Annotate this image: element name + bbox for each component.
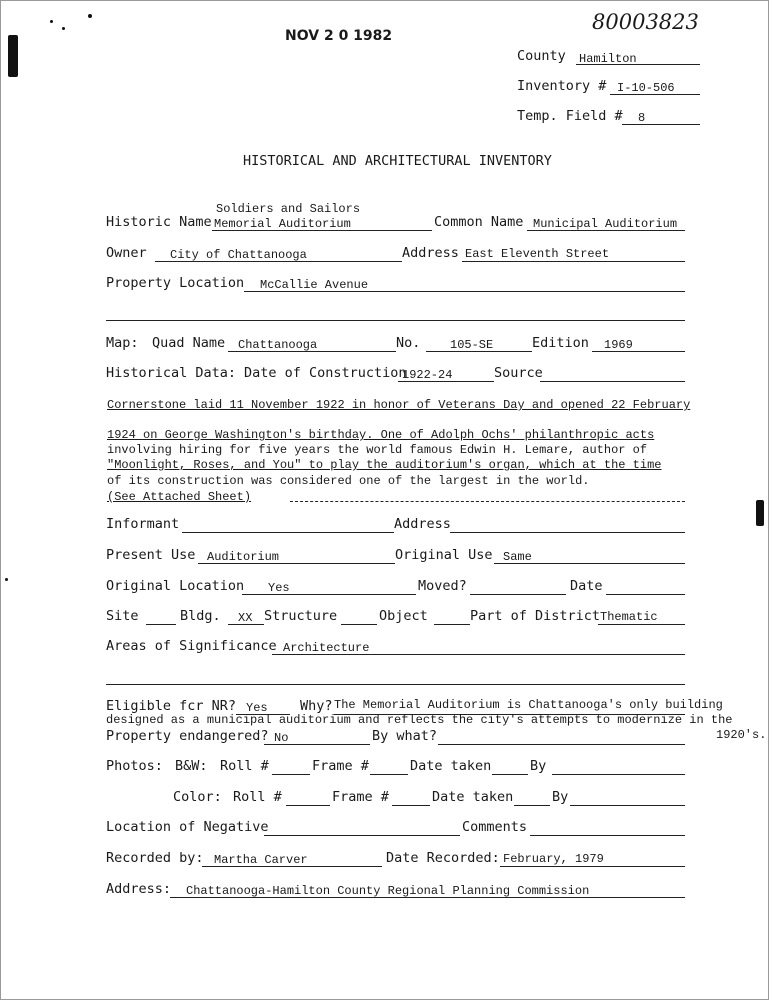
bw-by-line	[552, 774, 685, 775]
bw-date-taken-label: Date taken	[410, 758, 492, 774]
moved-line	[470, 594, 566, 595]
temp-field-value: 8	[638, 111, 646, 125]
bw-roll-label: Roll #	[220, 758, 269, 774]
scan-mark-right	[756, 500, 764, 526]
handwritten-reference-number: 80003823	[592, 10, 699, 34]
property-location-label: Property Location	[106, 275, 245, 291]
bw-frame-line	[370, 774, 408, 775]
comments-line	[530, 835, 685, 836]
historic-name-label: Historic Name	[106, 214, 212, 230]
recorder-address-value: Chattanooga-Hamilton County Regional Planning Commission	[186, 884, 590, 898]
date-recorded-label: Date Recorded:	[386, 850, 500, 866]
part-district-line	[598, 624, 685, 625]
owner-label: Owner	[106, 245, 147, 261]
by-what-label: By what?	[372, 728, 438, 744]
photos-label: Photos:	[106, 758, 163, 774]
areas-label: Areas of Significance	[106, 638, 277, 654]
why-value-line1: The Memorial Auditorium is Chattanooga's only building	[334, 698, 723, 712]
recorder-address-label: Address:	[106, 881, 172, 897]
why-label: Why?	[300, 698, 333, 714]
history-text-line: of its construction was considered one of the largest in the world.	[107, 474, 590, 488]
color-by-line	[570, 805, 685, 806]
original-location-value: Yes	[268, 581, 290, 595]
informant-line	[182, 532, 394, 533]
endangered-value: No	[274, 731, 289, 745]
edition-label: Edition	[532, 335, 589, 351]
received-date-stamp: NOV 2 0 1982	[285, 28, 393, 44]
part-district-label: Part of District	[470, 608, 601, 624]
temp-field-line	[622, 124, 700, 125]
history-text-line: "Moonlight, Roses, and You" to play the auditorium's organ, which at the time	[107, 458, 662, 472]
scan-speck	[62, 27, 65, 30]
date-recorded-line	[500, 866, 685, 867]
informant-address-line	[450, 532, 685, 533]
no-label: No.	[396, 335, 421, 351]
recorded-by-label: Recorded by:	[106, 850, 204, 866]
scan-speck	[50, 20, 53, 23]
bw-date-taken-line	[492, 774, 528, 775]
original-location-label: Original Location	[106, 578, 245, 594]
moved-date-label: Date	[570, 578, 603, 594]
historic-name-line1: Soldiers and Sailors	[216, 202, 361, 216]
color-roll-label: Roll #	[233, 789, 282, 805]
common-name-label: Common Name	[434, 214, 524, 230]
eligible-value: Yes	[246, 701, 268, 715]
bw-label: B&W:	[175, 758, 208, 774]
eligible-label: Eligible fcr NR?	[106, 698, 237, 714]
color-label: Color:	[173, 789, 222, 805]
history-text-line: Cornerstone laid 11 November 1922 in honor of Veterans Day and opened 22 February	[107, 398, 691, 412]
common-name-value: Municipal Auditorium	[533, 217, 678, 231]
scan-speck	[5, 578, 8, 581]
bldg-value: XX	[238, 611, 253, 625]
why-value-line3: 1920's.	[716, 728, 767, 742]
owner-value: City of Chattanooga	[170, 248, 307, 262]
history-text-line: (See Attached Sheet)	[107, 490, 252, 504]
why-value-line2: designed as a municipal auditorium and reflects the city's attempts to modernize in the	[106, 713, 733, 727]
history-text-line: involving hiring for five years the world famous Edwin H. Lemare, author of	[107, 443, 648, 457]
date-construction-label: Date of Construction	[244, 365, 407, 381]
historical-data-label: Historical Data:	[106, 365, 237, 381]
bw-roll-line	[272, 774, 310, 775]
form-title: HISTORICAL AND ARCHITECTURAL INVENTORY	[243, 153, 552, 169]
original-use-value: Same	[503, 550, 532, 564]
address-value: East Eleventh Street	[465, 247, 610, 261]
color-date-taken-label: Date taken	[432, 789, 514, 805]
county-label: County	[517, 48, 566, 64]
history-text-line: 1924 on George Washington's birthday. One of Adolph Ochs' philanthropic acts	[107, 428, 655, 442]
source-line	[540, 381, 685, 382]
bw-frame-label: Frame #	[312, 758, 369, 774]
object-label: Object	[379, 608, 428, 624]
no-value: 105-SE	[450, 338, 494, 352]
inventory-label: Inventory #	[517, 78, 607, 94]
date-construction-value: 1922-24	[402, 368, 453, 382]
structure-label: Structure	[264, 608, 338, 624]
location-negative-line	[264, 835, 460, 836]
areas-line2	[106, 684, 685, 685]
map-label: Map:	[106, 335, 139, 351]
comments-label: Comments	[462, 819, 528, 835]
color-by-label: By	[552, 789, 569, 805]
informant-address-label: Address	[394, 516, 451, 532]
color-frame-line	[392, 805, 430, 806]
recorded-by-value: Martha Carver	[214, 853, 308, 867]
scan-mark-left	[8, 35, 18, 77]
address-line	[462, 261, 685, 262]
property-location-value: McCallie Avenue	[260, 278, 369, 292]
historic-name-value: Memorial Auditorium	[214, 217, 351, 231]
moved-date-line	[606, 594, 685, 595]
site-label: Site	[106, 608, 139, 624]
property-location-line2	[106, 320, 685, 321]
address-label: Address	[402, 245, 459, 261]
present-use-value: Auditorium	[207, 550, 280, 564]
original-use-label: Original Use	[395, 547, 493, 563]
informant-label: Informant	[106, 516, 180, 532]
color-roll-line	[286, 805, 330, 806]
present-use-label: Present Use	[106, 547, 196, 563]
structure-line	[341, 624, 377, 625]
date-recorded-value: February, 1979	[503, 852, 604, 866]
location-negative-label: Location of Negative	[106, 819, 269, 835]
color-frame-label: Frame #	[332, 789, 389, 805]
moved-label: Moved?	[418, 578, 467, 594]
history-dashed-line	[290, 501, 685, 502]
inventory-value: I-10-506	[617, 81, 675, 95]
areas-value: Architecture	[283, 641, 370, 655]
object-line	[434, 624, 470, 625]
part-district-value: Thematic	[600, 610, 658, 624]
bldg-label: Bldg.	[180, 608, 221, 624]
source-label: Source	[494, 365, 543, 381]
temp-field-label: Temp. Field #	[517, 108, 623, 124]
color-date-taken-line	[514, 805, 550, 806]
bw-by-label: By	[530, 758, 547, 774]
site-line	[146, 624, 176, 625]
quad-name-label: Quad Name	[152, 335, 226, 351]
edition-value: 1969	[604, 338, 633, 352]
by-what-line	[438, 744, 685, 745]
county-value: Hamilton	[579, 52, 637, 66]
scan-speck	[88, 14, 92, 18]
endangered-label: Property endangered?	[106, 728, 269, 744]
quad-name-value: Chattanooga	[238, 338, 318, 352]
